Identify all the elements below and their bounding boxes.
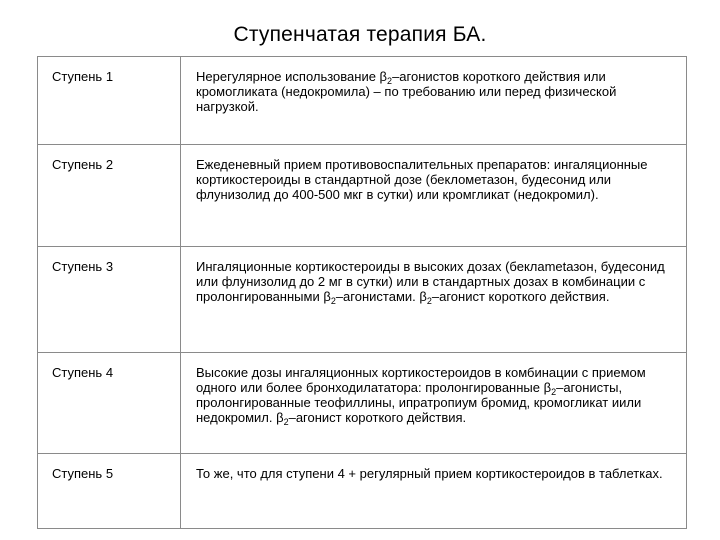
- step-label: Ступень 2: [38, 145, 181, 247]
- description-text: –агонист короткого действия.: [288, 410, 467, 425]
- step-label: Ступень 3: [38, 247, 181, 353]
- subscript-text: 2: [426, 296, 432, 306]
- step-description: [181, 353, 687, 454]
- step-description: [181, 454, 687, 529]
- step-description: [181, 145, 687, 247]
- description-text: –агонисты, пролонгированные теофиллины, ипратропиум бромид, кромогликат иили недокромил. β: [196, 380, 642, 425]
- step-description: [181, 247, 687, 353]
- description-text: Ежеденевный прием противовоспалительных препаратов: ингаляционные кортикостероиды в стандартной дозе (беклометазон, будесонид или флунизолид до 400-500 мкг в сутки) или кромгликат (недокромил).: [196, 157, 648, 202]
- step-label: Ступень 1: [38, 57, 181, 145]
- description-text: –агонист короткого действия.: [431, 289, 610, 304]
- description-text: Высокие дозы ингаляционных кортикостероидов в комбинации с приемом одного или более бронходилататора: пролонгированные β: [196, 365, 646, 395]
- table-row: [38, 145, 687, 247]
- description-text: Ингаляционные кортикостероиды в высоких дозах (беклametазон, будесонид или флунизолид до 2 мг в сутки) или в стандартных дозах в комбинации с пролонгированными β: [196, 259, 665, 304]
- description-text: –агонистами. β: [335, 289, 427, 304]
- table-row: [38, 57, 687, 145]
- therapy-steps-table: [37, 56, 687, 529]
- description-text: –агонистов короткого действия или кромогликата (недокромила) – по требованию или перед физической нагрузкой.: [196, 69, 617, 114]
- description-text: Нерегулярное использование β: [196, 69, 388, 84]
- step-label: Ступень 4: [38, 353, 181, 454]
- subscript-text: 2: [387, 76, 393, 86]
- table-row: [38, 353, 687, 454]
- table-row: [38, 247, 687, 353]
- table-row: [38, 454, 687, 529]
- step-label: Ступень 5: [38, 454, 181, 529]
- step-description: [181, 57, 687, 145]
- subscript-text: 2: [283, 417, 289, 427]
- description-text: То же, что для ступени 4 + регулярный прием кортикостероидов в таблетках.: [196, 466, 663, 481]
- subscript-text: 2: [330, 296, 336, 306]
- subscript-text: 2: [551, 387, 557, 397]
- page-title: Ступенчатая терапия БА.: [233, 23, 487, 46]
